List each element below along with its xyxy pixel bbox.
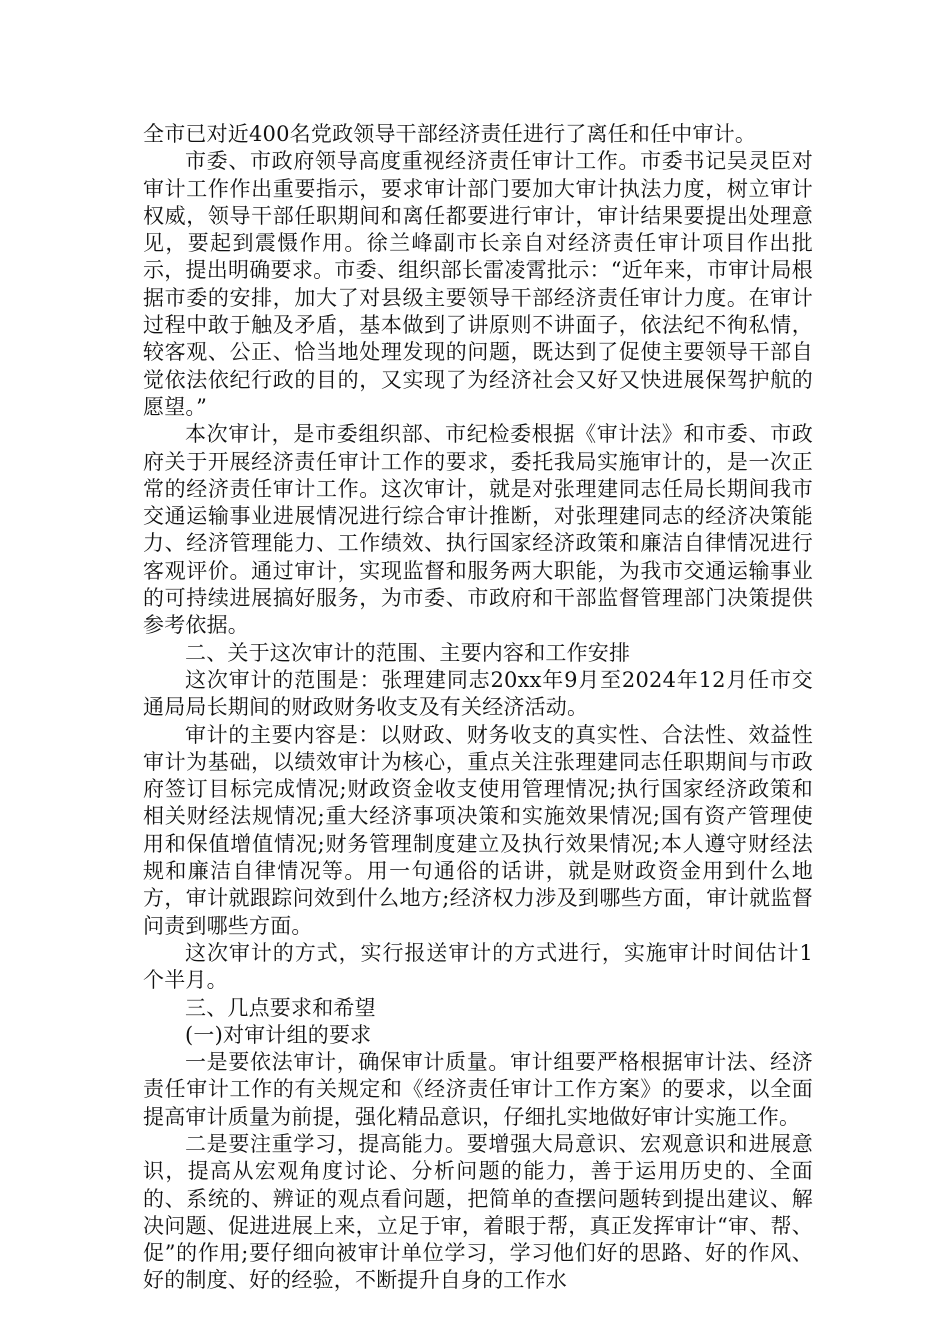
paragraph-leadership-attention: 市委、市政府领导高度重视经济责任审计工作。市委书记吴灵臣对审计工作作出重要指示，要求审计部门要加大审计执法力度，树立审计权威，领导干部任职期间和离任都要进行审计，审计结果要提出处理意见，要起到震慑作用。徐兰峰副市长亲自对经济责任审计项目作出批示，提出明确要求。市委、组织部长雷凌霄批示：“近年来，市审计局根据市委的安排，加大了对县级主要领导干部经济责任审计力度。在审计过程中敢于触及矛盾，基本做到了讲原则不讲面子，依法纪不徇私情，较客观、公正、恰当地处理发现的问题，既达到了促使主要领导干部自觉依法依纪行政的目的，又实现了为经济社会又好又快进展保驾护航的愿望。” <box>143 149 813 419</box>
section-heading-requirements: 三、几点要求和希望 <box>185 995 376 1020</box>
document-body <box>143 121 813 1295</box>
paragraph-audit-scope: 这次审计的范围是：张理建同志20xx年9月至2024年12月任市交通局局长期间的财政财务收支及有关经济活动。 <box>143 667 813 720</box>
paragraph-requirement-two: 二是要注重学习，提高能力。要增强大局意识、宏观意识和进展意识，提高从宏观角度讨论、分析问题的能力，善于运用历史的、全面的、系统的、辨证的观点看问题，把简单的查摆问题转到提出建议、解决问题、促进进展上来，立足于审，着眼于帮，真正发挥审计“审、帮、促”的作用;要仔细向被审计单位学习，学习他们好的思路、好的作风、好的制度、好的经验，不断提升自身的工作水 <box>143 1131 813 1293</box>
paragraph-audit-method: 这次审计的方式，实行报送审计的方式进行，实施审计时间估计1个半月。 <box>143 940 813 993</box>
subheading-audit-team: (一)对审计组的要求 <box>185 1022 372 1047</box>
paragraph-continued-intro: 全市已对近400名党政领导干部经济责任进行了离任和任中审计。 <box>143 122 757 146</box>
paragraph-audit-purpose: 本次审计，是市委组织部、市纪检委根据《审计法》和市委、市政府关于开展经济责任审计工作的要求，委托我局实施审计的，是一次正常的经济责任审计工作。这次审计，就是对张理建同志任局长期间我市交通运输事业进展情况进行综合审计推断，对张理建同志的经济决策能力、经济管理能力、工作绩效、执行国家经济政策和廉洁自律情况进行客观评价。通过审计，实现监督和服务两大职能，为我市交通运输事业的可持续进展搞好服务，为市委、市政府和干部监督管理部门决策提供参考依据。 <box>143 422 813 638</box>
paragraph-audit-content: 审计的主要内容是：以财政、财务收支的真实性、合法性、效益性审计为基础，以绩效审计为核心，重点关注张理建同志任职期间与市政府签订目标完成情况;财政资金收支使用管理情况;执行国家经济政策和相关财经法规情况;重大经济事项决策和实施效果情况;国有资产管理使用和保值增值情况;财务管理制度建立及执行效果情况;本人遵守财经法规和廉洁自律情况等。用一句通俗的话讲，就是财政资金用到什么地方，审计就跟踪问效到什么地方;经济权力涉及到哪些方面，审计就监督问责到哪些方面。 <box>143 722 813 938</box>
section-heading-scope: 二、关于这次审计的范围、主要内容和工作安排 <box>185 640 631 665</box>
paragraph-requirement-one: 一是要依法审计，确保审计质量。审计组要严格根据审计法、经济责任审计工作的有关规定和《经济责任审计工作方案》的要求，以全面提高审计质量为前提，强化精品意识，仔细扎实地做好审计实施工作。 <box>143 1050 813 1129</box>
